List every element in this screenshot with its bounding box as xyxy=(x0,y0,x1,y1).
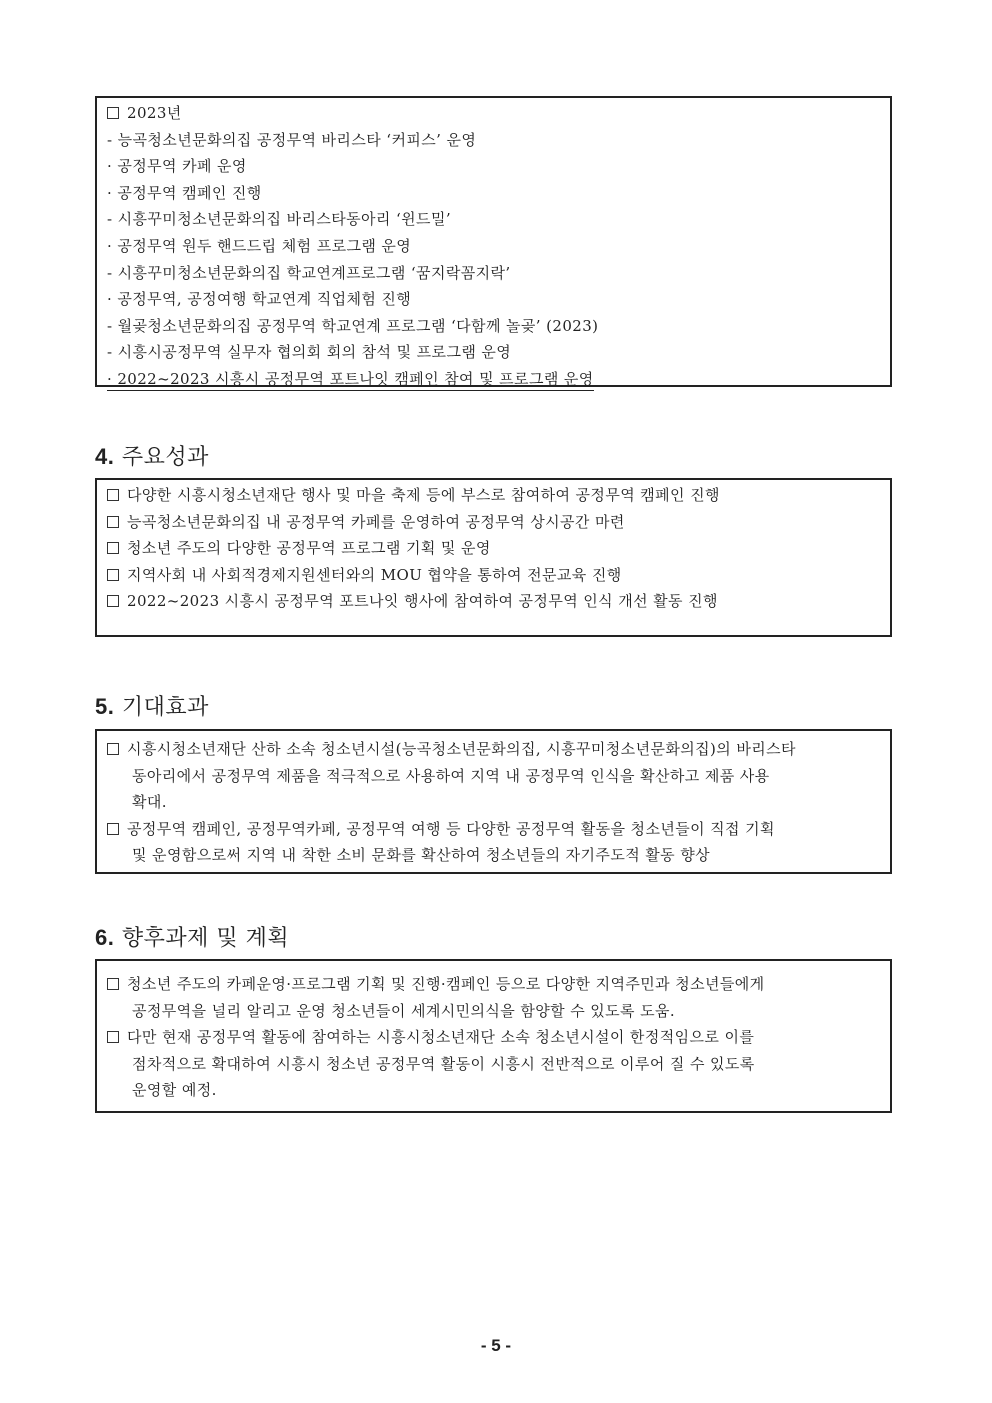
activities-line xyxy=(107,233,880,260)
activities-line xyxy=(107,180,880,207)
achievement-item xyxy=(107,588,880,615)
line-text: 동아리에서 공정무역 제품을 적극적으로 사용하여 지역 내 공정무역 인식을 확산하고 제품 사용 xyxy=(132,766,770,785)
activities-line xyxy=(107,286,880,313)
future-plans-box xyxy=(95,959,892,1113)
checkbox-square-icon xyxy=(107,743,119,755)
line-text: 운영할 예정. xyxy=(132,1081,217,1100)
line-text: 2023년 xyxy=(127,104,182,122)
activities-line xyxy=(107,260,880,287)
line-text: - 능곡청소년문화의집 공정무역 바리스타 ‘커피스’ 운영 xyxy=(107,130,477,149)
line-text: 시흥시청소년재단 산하 소속 청소년시설(능곡청소년문화의집, 시흥꾸미청소년문화의집)의 바리스타 xyxy=(127,740,796,758)
checkbox-square-icon xyxy=(107,1031,119,1043)
activities-line xyxy=(107,313,880,340)
activities-line xyxy=(107,206,880,233)
section-number: 6. xyxy=(95,925,115,950)
achievement-item xyxy=(107,509,880,536)
activities-line xyxy=(107,127,880,154)
section-title: 향후과제 및 계획 xyxy=(121,926,290,951)
line-text: - 시흥꾸미청소년문화의집 바리스타동아리 ‘윈드밀’ xyxy=(107,210,452,229)
section-6-heading xyxy=(95,921,289,952)
line-text: 다만 현재 공정무역 활동에 참여하는 시흥시청소년재단 소속 청소년시설이 한정적임으로 이를 xyxy=(127,1028,755,1047)
line-text: - 시흥시공정무역 실무자 협의회 회의 참석 및 프로그램 운영 xyxy=(107,343,512,362)
line-text: - 월곶청소년문화의집 공정무역 학교연계 프로그램 ‘다함께 놀곶’ (2023) xyxy=(107,316,599,335)
section-number: 5. xyxy=(95,694,115,719)
line-text: 다양한 시흥시청소년재단 행사 및 마을 축제 등에 부스로 참여하여 공정무역 캠페인 진행 xyxy=(127,486,720,504)
line-text: 점차적으로 확대하여 시흥시 청소년 공정무역 활동이 시흥시 전반적으로 이루어 질 수 있도록 xyxy=(132,1054,755,1073)
activities-year-line xyxy=(107,100,880,127)
line-text: · 공정무역 카페 운영 xyxy=(107,157,247,176)
section-title: 기대효과 xyxy=(121,695,209,720)
line-text: 능곡청소년문화의집 내 공정무역 카페를 운영하여 공정무역 상시공간 마련 xyxy=(127,512,625,531)
activities-line xyxy=(107,339,880,366)
line-text: 공정무역 캠페인, 공정무역카페, 공정무역 여행 등 다양한 공정무역 활동을 청소년들이 직접 기획 xyxy=(127,819,775,838)
line-text: 공정무역을 널리 알리고 운영 청소년들이 세계시민의식을 함양할 수 있도록 도움. xyxy=(132,1001,676,1020)
achievement-item xyxy=(107,535,880,562)
checkbox-square-icon xyxy=(107,595,119,607)
line-text: · 공정무역 원두 핸드드립 체험 프로그램 운영 xyxy=(107,236,412,255)
section-title: 주요성과 xyxy=(121,445,209,470)
checkbox-square-icon xyxy=(107,516,119,528)
line-text: · 공정무역, 공정여행 학교연계 직업체험 진행 xyxy=(107,290,412,309)
line-text: 2022~2023 시흥시 공정무역 포트나잇 행사에 참여하여 공정무역 인식 개선 활동 진행 xyxy=(127,592,718,611)
activities-line xyxy=(107,366,880,393)
section-number: 4. xyxy=(95,444,115,469)
section-5-heading xyxy=(95,690,209,721)
checkbox-square-icon xyxy=(107,569,119,581)
line-text: 확대. xyxy=(132,793,167,812)
page-number: - 5 - xyxy=(480,1336,512,1355)
checkbox-square-icon xyxy=(107,489,119,501)
expected-effects-box xyxy=(95,729,892,874)
line-text: 청소년 주도의 다양한 공정무역 프로그램 기획 및 운영 xyxy=(127,539,491,558)
line-text: 청소년 주도의 카페운영·프로그램 기획 및 진행·캠페인 등으로 다양한 지역주민과 청소년들에게 xyxy=(127,975,765,993)
achievement-item xyxy=(107,482,880,509)
checkbox-square-icon xyxy=(107,107,119,119)
line-text: - 시흥꾸미청소년문화의집 학교연계프로그램 ‘꿈지락꼼지락’ xyxy=(107,263,511,282)
effect-paragraph xyxy=(107,736,880,816)
effect-paragraph xyxy=(107,816,880,869)
plan-paragraph xyxy=(107,971,880,1024)
line-text: 지역사회 내 사회적경제지원센터와의 MOU 협약을 통하여 전문교육 진행 xyxy=(127,565,622,584)
checkbox-square-icon xyxy=(107,823,119,835)
achievements-box xyxy=(95,478,892,637)
line-text: 및 운영함으로써 지역 내 착한 소비 문화를 확산하여 청소년들의 자기주도적 활동 향상 xyxy=(132,846,711,865)
achievement-item xyxy=(107,562,880,589)
plan-paragraph xyxy=(107,1024,880,1104)
activities-box xyxy=(95,96,892,387)
section-4-heading xyxy=(95,440,209,471)
line-text: · 2022~2023 시흥시 공정무역 포트나잇 캠페인 참여 및 프로그램 운영 xyxy=(107,368,594,391)
checkbox-square-icon xyxy=(107,978,119,990)
checkbox-square-icon xyxy=(107,542,119,554)
activities-line xyxy=(107,153,880,180)
line-text: · 공정무역 캠페인 진행 xyxy=(107,183,262,202)
